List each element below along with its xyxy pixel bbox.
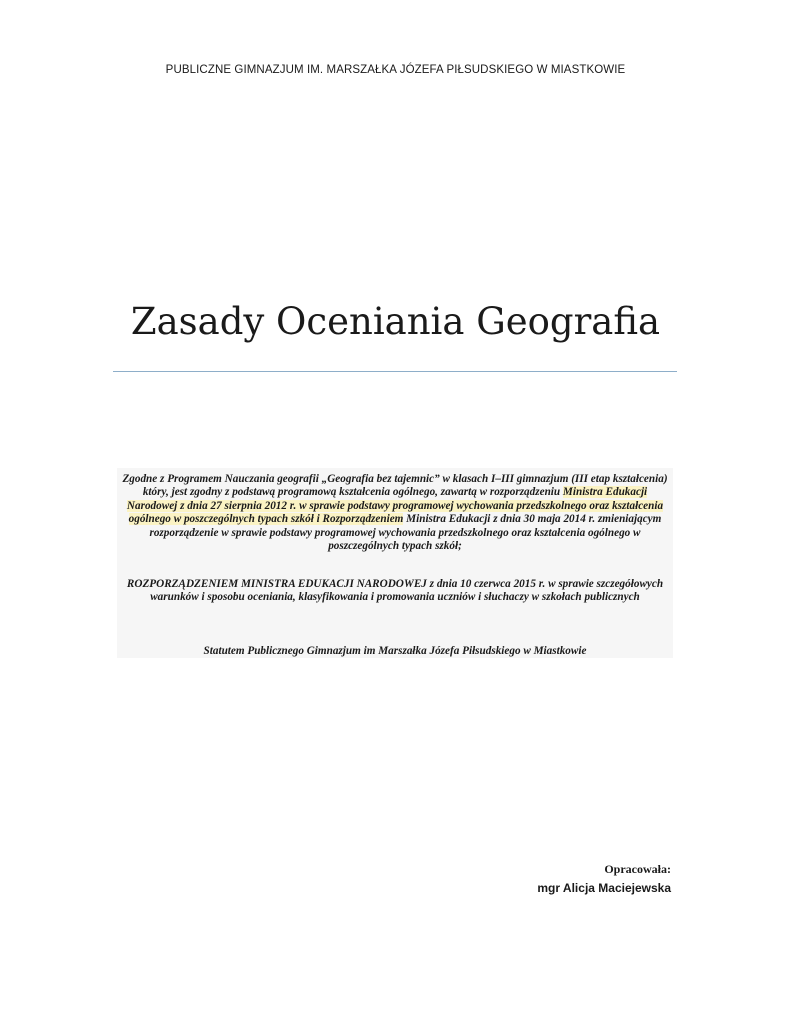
highlighted-text: Ministra Edukacji Narodowej z dnia 27 sierpnia 2012 r. w sprawie podstawy programowej wychowania przedszkolnego oraz kształcenia ogólnego w poszczególnych typach szkół i Rozporządzeniem — [126, 486, 664, 526]
document-title: Zasady Oceniania Geografia — [130, 300, 661, 343]
school-header: PUBLICZNE GIMNAZJUM IM. MARSZAŁKA JÓZEFA PIŁSUDSKIEGO W MIASTKOWIE — [165, 64, 626, 76]
paragraph-text: Zgodne z Programem Nauczania geografii „Geografia bez tajemnic” w klasach I–III gimnazjum (III etap kształcenia) który, jest zgodny z podstawą programową kształcenia ogólnego, zawartą w rozporządzeniu — [122, 473, 668, 499]
legal-basis-paragraph-regulation: ROZPORZĄDZENIEM MINISTRA EDUKACJI NARODOWEJ z dnia 10 czerwca 2015 r. w sprawie szczegółowych warunków i sposobu oceniania, klasyfikowania i promowania uczniów i słuchaczy w szkołach publicznych — [126, 578, 664, 604]
legal-basis-paragraph-curriculum — [117, 473, 673, 553]
author-label: Opracowała: — [604, 862, 671, 876]
title-underline — [113, 371, 677, 372]
legal-basis-paragraph-statute: Statutem Publicznego Gimnazjum im Marszałka Józefa Piłsudskiego w Miastkowie — [203, 645, 587, 657]
author-name: mgr Alicja Maciejewska — [537, 881, 671, 895]
paragraph-text: Ministra Edukacji z dnia 30 maja 2014 r. zmieniającym rozporządzenie w sprawie podstawy programowej wychowania przedszkolnego oraz kształcenia ogólnego w poszczególnych typach szkół; — [149, 513, 662, 553]
